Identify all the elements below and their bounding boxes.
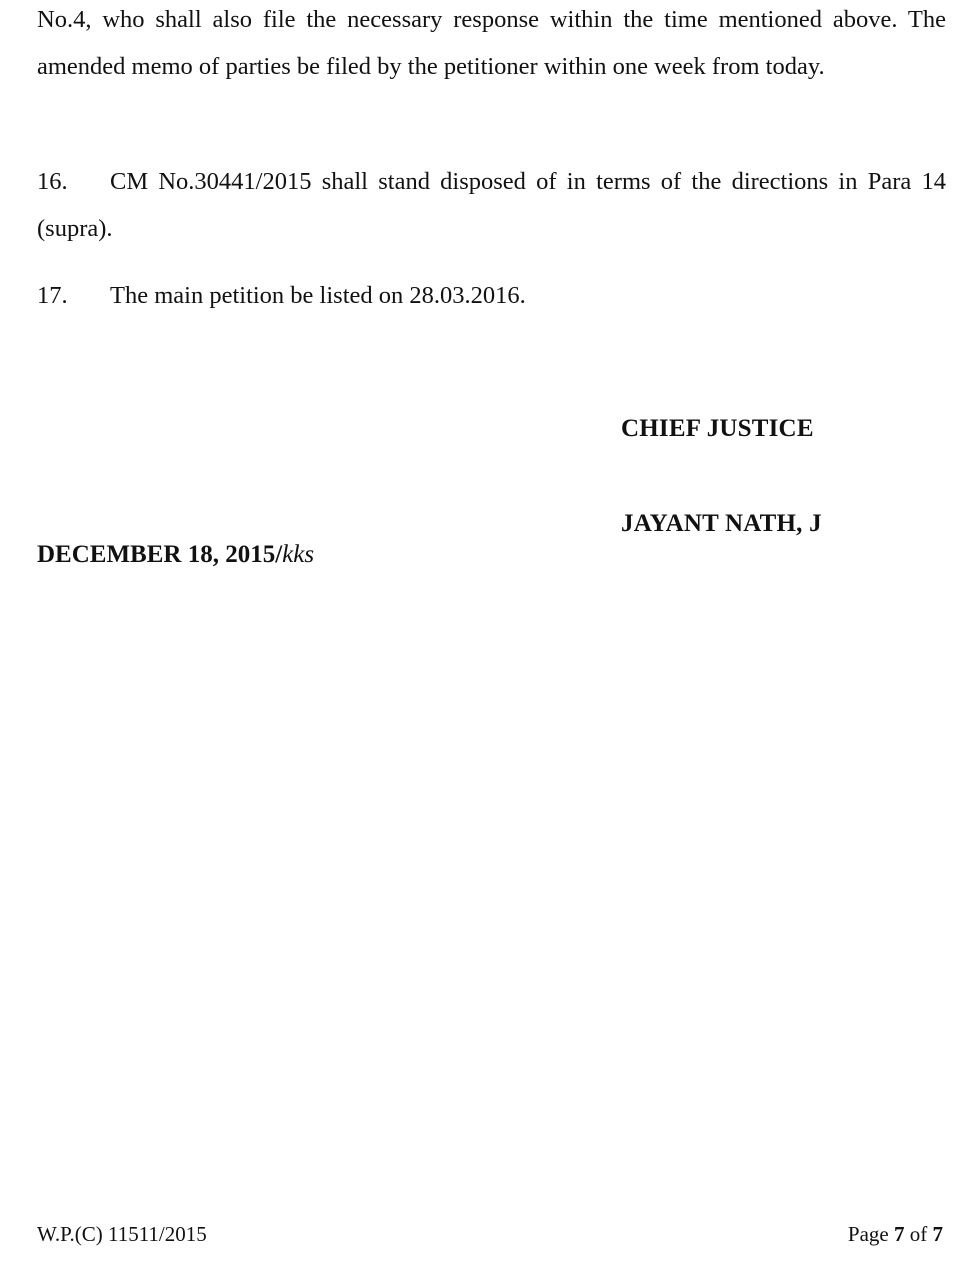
- paragraph-16: [37, 158, 946, 252]
- order-date: DECEMBER 18, 2015/: [37, 541, 283, 568]
- typist-initials: kks: [282, 541, 315, 568]
- signature-judge: JAYANT NATH, J: [621, 510, 822, 537]
- paragraph-continuation: [37, 0, 946, 90]
- page-of: of: [904, 1222, 933, 1246]
- paragraph-number: 17.: [37, 282, 68, 309]
- page-current: 7: [894, 1222, 905, 1246]
- paragraph-17: [37, 272, 946, 319]
- order-date-line: [37, 541, 314, 569]
- signature-chief-justice: CHIEF JUSTICE: [621, 415, 814, 442]
- footer-page-number: [848, 1222, 943, 1247]
- page-total: 7: [932, 1222, 943, 1246]
- footer-case-number: W.P.(C) 11511/2015: [37, 1222, 207, 1246]
- paragraph-number: 16.: [37, 168, 68, 195]
- paragraph-text: CM No.30441/2015 shall stand disposed of in terms of the directions in Para 14 (supra).: [37, 168, 946, 242]
- paragraph-text: The main petition be listed on 28.03.2016.: [110, 282, 526, 309]
- paragraph-text: No.4, who shall also file the necessary response within the time mentioned above. The amended memo of parties be filed by the petitioner within one week from today.: [37, 6, 946, 80]
- page-word: Page: [847, 1222, 894, 1246]
